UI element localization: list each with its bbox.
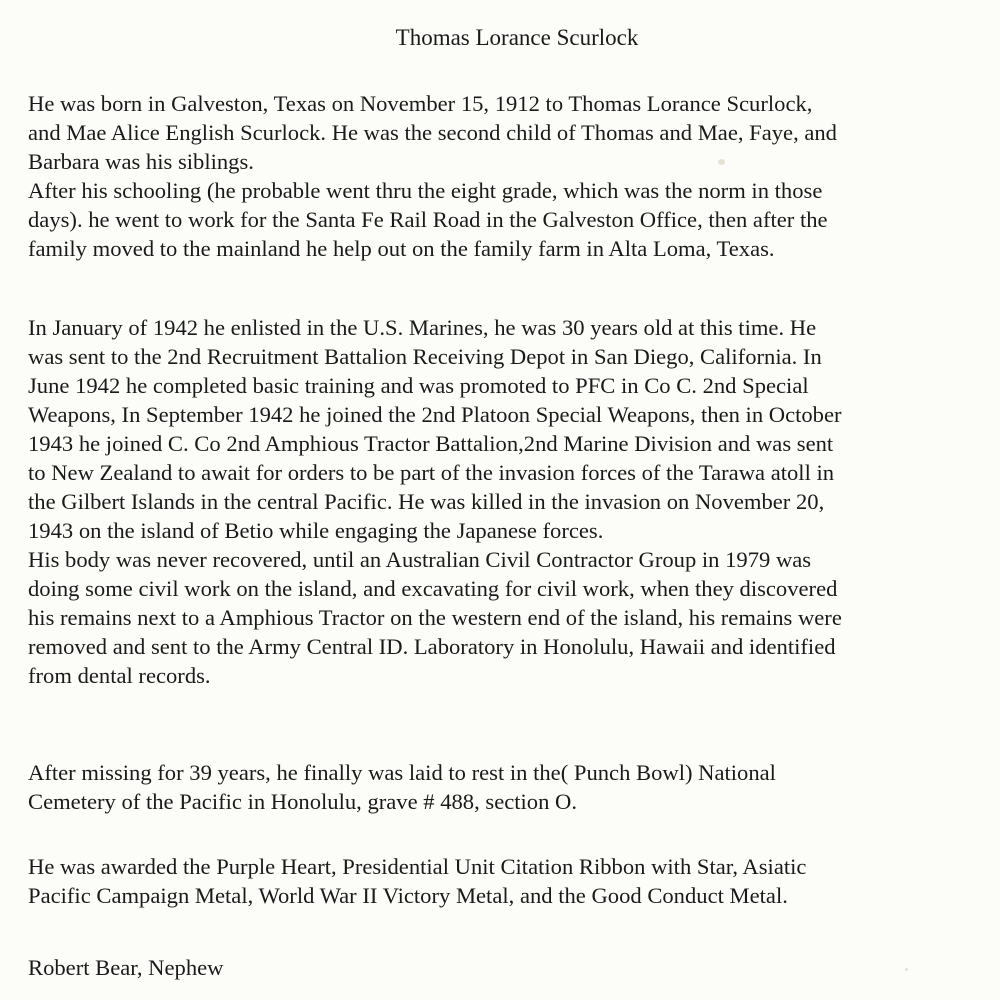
text-line: and Mae Alice English Scurlock. He was the second child of Thomas and Mae, Faye, and <box>28 120 837 145</box>
text-line: family moved to the mainland he help out on the family farm in Alta Loma, Texas. <box>28 236 775 261</box>
text-line: Cemetery of the Pacific in Honolulu, grave # 488, section O. <box>28 789 578 814</box>
text-line: Barbara was his siblings. <box>28 149 254 174</box>
author-signature <box>28 953 1000 982</box>
text-line: Pacific Campaign Metal, World War II Victory Metal, and the Good Conduct Metal. <box>28 883 788 908</box>
text-line: the Gilbert Islands in the central Pacific. He was killed in the invasion on November 20, <box>28 489 825 514</box>
text-line: June 1942 he completed basic training and was promoted to PFC in Co C. 2nd Special <box>28 373 809 398</box>
text-line: His body was never recovered, until an Australian Civil Contractor Group in 1979 was <box>28 547 812 572</box>
text-line: his remains next to a Amphious Tractor on the western end of the island, his remains were <box>28 605 842 630</box>
author-line: Robert Bear, Nephew <box>28 955 224 980</box>
paragraph-birth-schooling <box>28 89 1000 263</box>
text-line: He was born in Galveston, Texas on November 15, 1912 to Thomas Lorance Scurlock, <box>28 91 813 116</box>
text-line: removed and sent to the Army Central ID. Laboratory in Honolulu, Hawaii and identified <box>28 634 836 659</box>
text-line: After his schooling (he probable went thru the eight grade, which was the norm in those <box>28 178 823 203</box>
paper-speck <box>905 968 908 971</box>
paragraph-burial <box>28 758 1000 816</box>
text-line: He was awarded the Purple Heart, Presidential Unit Citation Ribbon with Star, Asiatic <box>28 854 807 879</box>
paper-speck <box>718 159 725 165</box>
text-line: doing some civil work on the island, and excavating for civil work, when they discovered <box>28 576 838 601</box>
paragraph-awards <box>28 852 1000 910</box>
document-title: Thomas Lorance Scurlock <box>395 25 639 50</box>
text-line: 1943 on the island of Betio while engaging the Japanese forces. <box>28 518 604 543</box>
text-line: 1943 he joined C. Co 2nd Amphious Tractor Battalion,2nd Marine Division and was sent <box>28 431 834 456</box>
text-line: Weapons, In September 1942 he joined the 2nd Platoon Special Weapons, then in October <box>28 402 842 427</box>
text-line: After missing for 39 years, he finally was laid to rest in the( Punch Bowl) National <box>28 760 776 785</box>
text-line: In January of 1942 he enlisted in the U.S. Marines, he was 30 years old at this time. He <box>28 315 817 340</box>
text-line: days). he went to work for the Santa Fe Rail Road in the Galveston Office, then after the <box>28 207 828 232</box>
paragraph-military-service <box>28 313 1000 690</box>
text-line: to New Zealand to await for orders to be part of the invasion forces of the Tarawa atoll in <box>28 460 835 485</box>
text-line: from dental records. <box>28 663 211 688</box>
text-line: was sent to the 2nd Recruitment Battalion Receiving Depot in San Diego, California. In <box>28 344 822 369</box>
